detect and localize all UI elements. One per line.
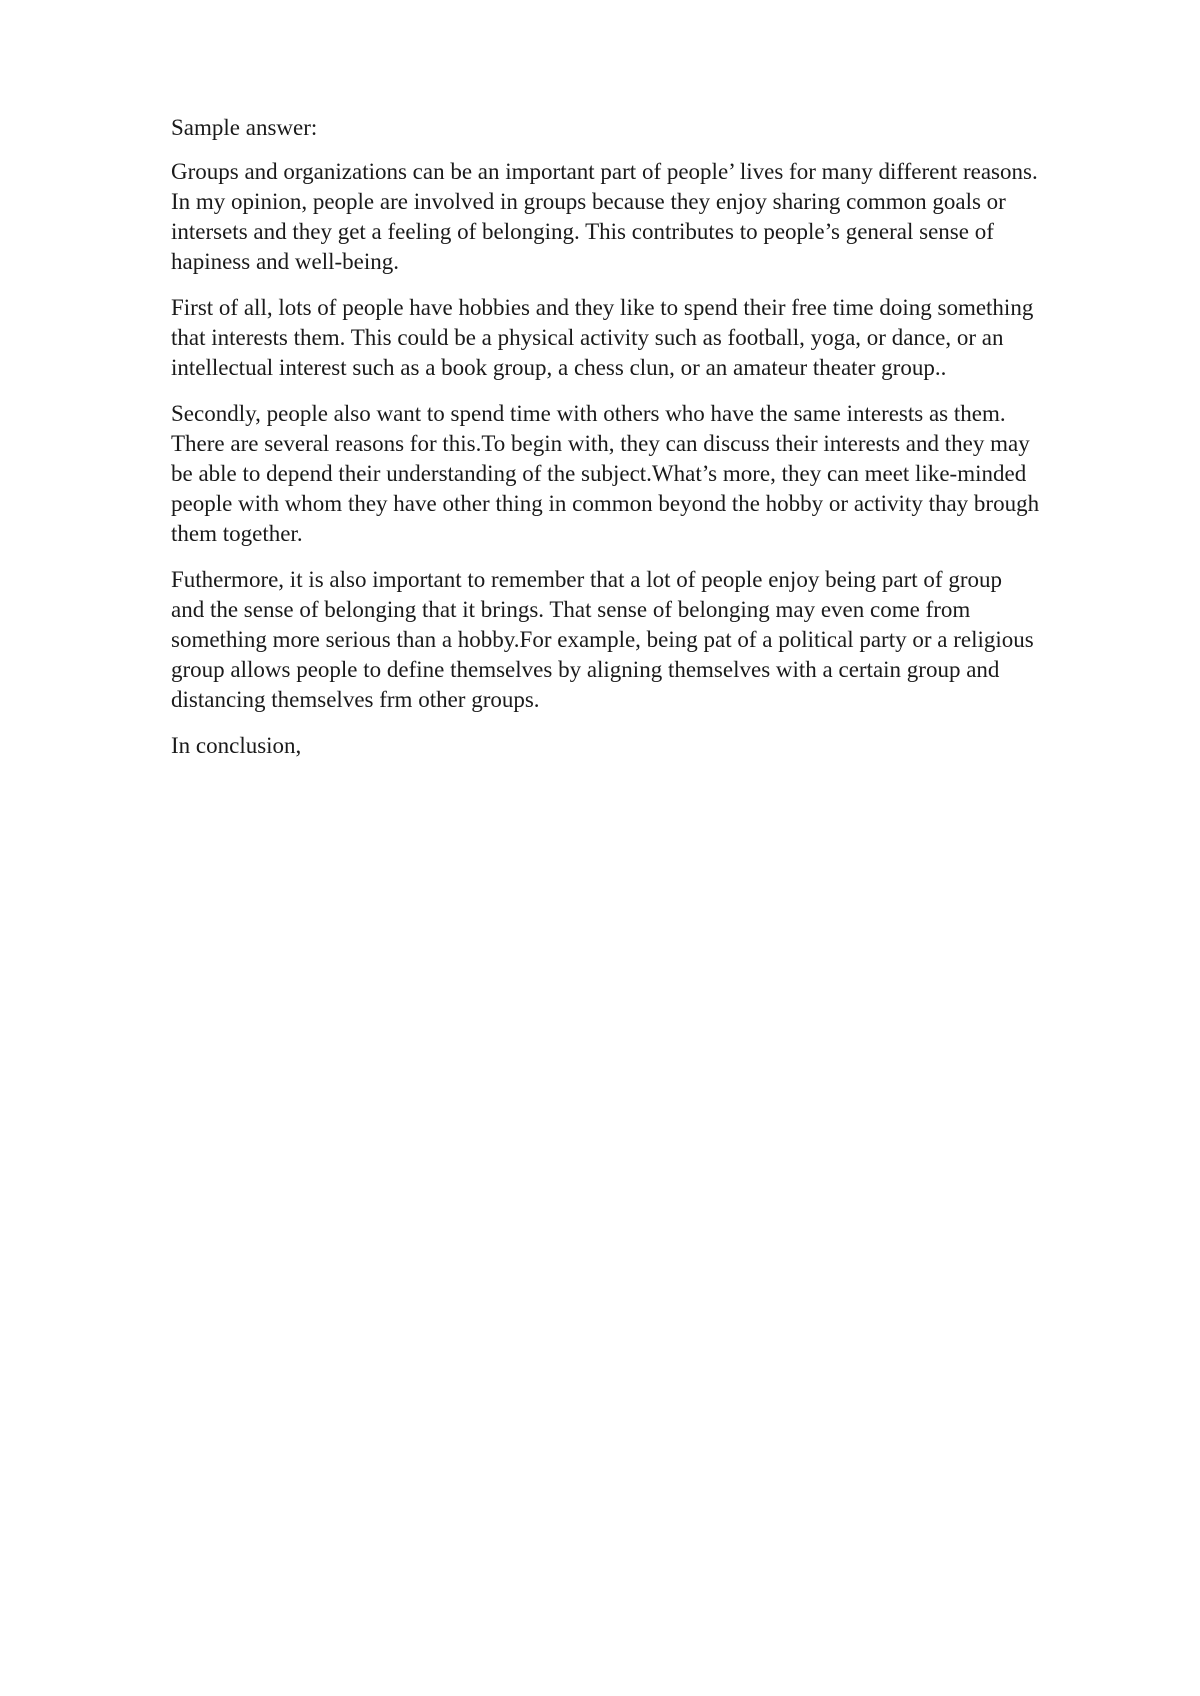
document-heading: Sample answer: — [171, 115, 318, 140]
paragraph-line: group allows people to define themselves by aligning themselves with a certain group and — [171, 657, 1000, 682]
paragraph-line: There are several reasons for this.To begin with, they can discuss their interests and they may — [171, 431, 1030, 456]
paragraph-second-reason — [171, 399, 1101, 549]
paragraph-line: intellectual interest such as a book group, a chess clun, or an amateur theater group.. — [171, 355, 947, 380]
paragraph-line: and the sense of belonging that it brings. That sense of belonging may even come from — [171, 597, 971, 622]
paragraph-line: Secondly, people also want to spend time with others who have the same interests as them. — [171, 401, 1006, 426]
paragraph-line: intersets and they get a feeling of belonging. This contributes to people’s general sense of — [171, 219, 994, 244]
document-body — [171, 113, 1101, 777]
paragraph-line: them together. — [171, 521, 303, 546]
paragraph-line: that interests them. This could be a physical activity such as football, yoga, or dance, or an — [171, 325, 1004, 350]
paragraph-line: something more serious than a hobby.For example, being pat of a political party or a religious — [171, 627, 1034, 652]
paragraph-line: Futhermore, it is also important to remember that a lot of people enjoy being part of group — [171, 567, 1002, 592]
paragraph-first-reason — [171, 293, 1101, 383]
paragraph-line: First of all, lots of people have hobbies and they like to spend their free time doing something — [171, 295, 1034, 320]
paragraph-line: hapiness and well-being. — [171, 249, 400, 274]
paragraph-line: In my opinion, people are involved in groups because they enjoy sharing common goals or — [171, 189, 1006, 214]
paragraph-intro — [171, 157, 1101, 277]
paragraph-line: In conclusion, — [171, 733, 302, 758]
paragraph-line: distancing themselves frm other groups. — [171, 687, 540, 712]
paragraph-line: people with whom they have other thing in common beyond the hobby or activity thay brough — [171, 491, 1040, 516]
paragraph-line: Groups and organizations can be an important part of people’ lives for many different reasons. — [171, 159, 1038, 184]
paragraph-third-reason — [171, 565, 1101, 715]
paragraph-conclusion — [171, 731, 1101, 761]
paragraph-line: be able to depend their understanding of the subject.What’s more, they can meet like-minded — [171, 461, 1027, 486]
